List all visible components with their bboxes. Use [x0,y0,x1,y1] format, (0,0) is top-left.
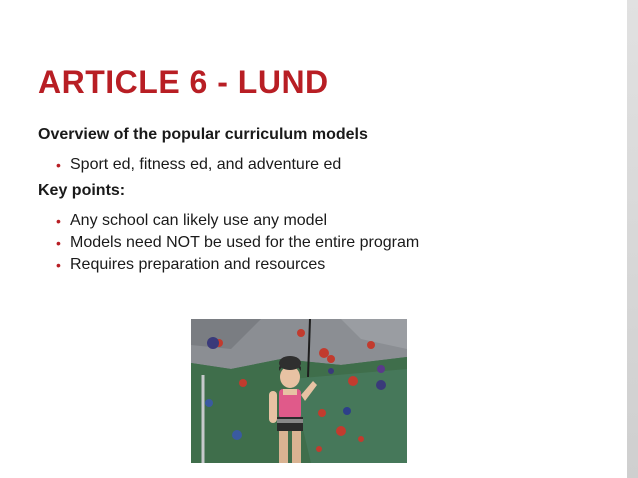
bullet-item [38,210,598,232]
bullet-item [38,154,598,176]
slide-body [38,126,598,282]
section-heading-overview: Overview of the popular curriculum models [38,126,368,143]
side-accent-bar [627,0,638,478]
bullet-icon: • [56,257,61,273]
bullet-text: Sport ed, fitness ed, and adventure ed [70,156,342,173]
bullet-item [38,254,598,276]
bullet-text: Any school can likely use any model [70,212,328,229]
section-heading-key-points: Key points: [38,182,126,199]
climbing-wall-photo [191,319,407,463]
bullet-icon: • [56,213,61,229]
bullet-list-overview [38,154,598,176]
slide-title: ARTICLE 6 - LUND [38,64,329,100]
climbing-wall-illustration [191,319,407,463]
bullet-list-key-points [38,210,598,276]
bullet-text: Requires preparation and resources [70,256,326,273]
bullet-item [38,232,598,254]
bullet-icon: • [56,157,61,173]
bullet-text: Models need NOT be used for the entire program [70,234,420,251]
bullet-icon: • [56,235,61,251]
